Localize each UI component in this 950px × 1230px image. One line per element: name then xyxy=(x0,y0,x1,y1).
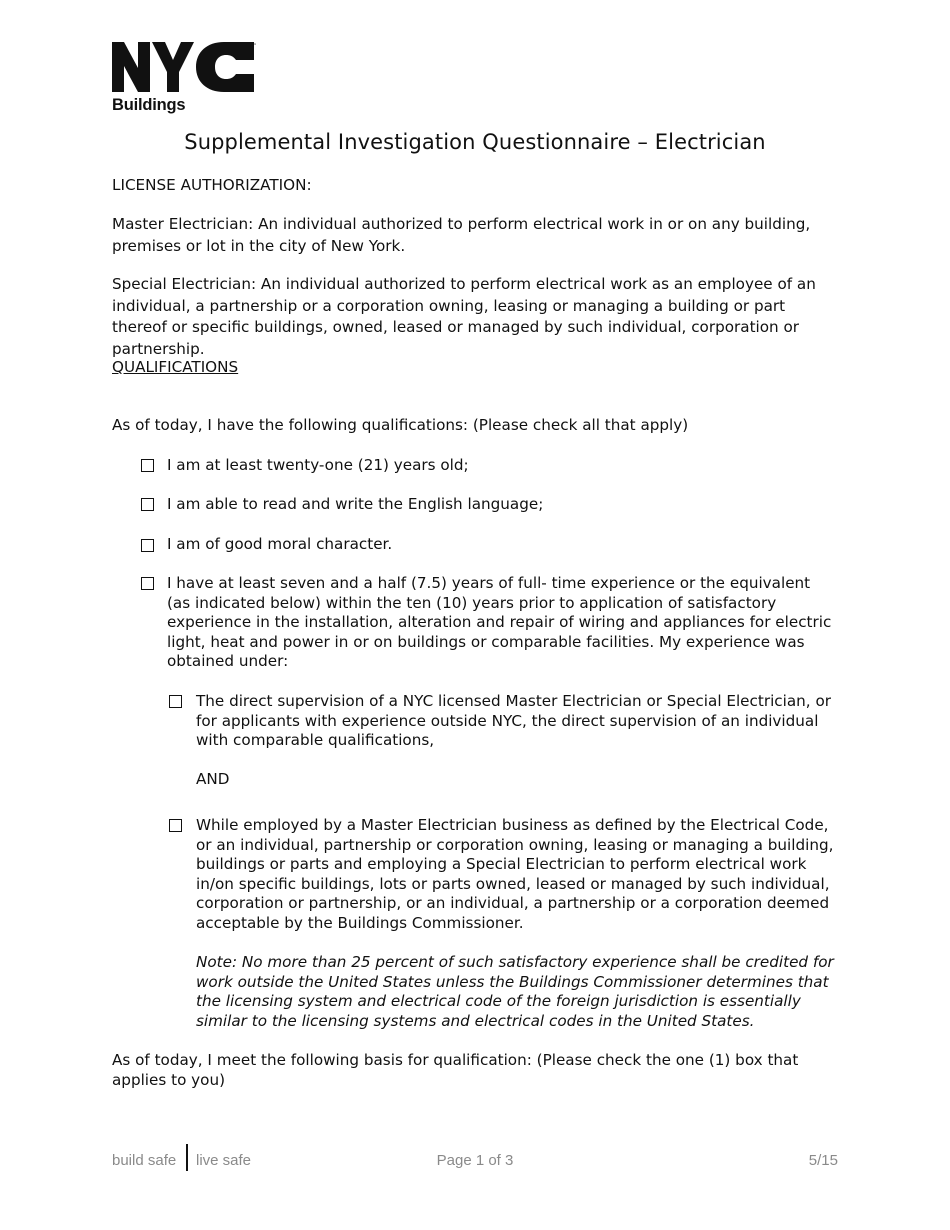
moral-character-checkbox[interactable] xyxy=(141,539,154,552)
page-title: Supplemental Investigation Questionnaire – Electrician xyxy=(184,130,766,154)
moral-character-checkbox-label: I am of good moral character. xyxy=(167,535,393,553)
and-label: AND xyxy=(196,770,230,788)
age-checkbox[interactable] xyxy=(141,459,154,472)
footer-revision-date: 5/15 xyxy=(808,1152,838,1169)
experience-note: Note: No more than 25 percent of such satisfactory experience shall be credited for work outside the United States unless the Buildings Commissioner determines that the licensing system and electrical code of the foreign jurisdiction is essentially similar to the licensing systems and electrical codes in the United States. xyxy=(196,953,834,1030)
supervision-checkbox[interactable] xyxy=(169,695,182,708)
footer-slogan-live-safe: live safe xyxy=(196,1152,252,1169)
english-checkbox[interactable] xyxy=(141,498,154,511)
english-checkbox-label: I am able to read and write the English language; xyxy=(167,495,544,513)
svg-text:™: ™ xyxy=(252,43,257,49)
special-electrician-definition: Special Electrician: An individual authorized to perform electrical work as an employee of an individual, a partnership or a corporation owning, leasing or managing a building or part thereof or specific buildings, owned, leased or managed by such individual, corporation or partnership. xyxy=(112,275,816,358)
nyc-buildings-logo xyxy=(112,40,258,118)
basis-intro: As of today, I meet the following basis for qualification: (Please check the one (1) box that applies to you) xyxy=(112,1051,799,1089)
experience-checkbox-label: I have at least seven and a half (7.5) years of full- time experience or the equivalent (as indicated below) within the ten (10) years prior to application of satisfactory experience in the installation, alteration and repair of wiring and appliances for electric light, heat and power in or on buildings or comparable facilities. My experience was obtained under: xyxy=(167,574,832,671)
employment-checkbox[interactable] xyxy=(169,819,182,832)
logo-subtitle: Buildings xyxy=(112,96,186,114)
age-checkbox-label: I am at least twenty-one (21) years old; xyxy=(167,456,469,474)
employment-checkbox-label: While employed by a Master Electrician business as defined by the Electrical Code, or an individual, partnership or corporation owning, leasing or managing a building, buildings or parts and employing a Special Electrician to perform electrical work in/on specific buildings, lots or parts owned, leased or managed by such individual, corporation or partnership, or an individual, a partnership or a corporation deemed acceptable by the Buildings Commissioner. xyxy=(196,816,834,932)
footer-page-number: Page 1 of 3 xyxy=(436,1152,514,1169)
license-authorization-heading: LICENSE AUTHORIZATION: xyxy=(112,176,312,194)
footer-slogan-build-safe: build safe xyxy=(112,1152,177,1169)
experience-checkbox[interactable] xyxy=(141,577,154,590)
nyc-logo-mark xyxy=(112,40,258,94)
supervision-checkbox-label: The direct supervision of a NYC licensed Master Electrician or Special Electrician, or for applicants with experience outside NYC, the direct supervision of an individual with comparable qualifications, xyxy=(196,692,831,750)
qualifications-heading: QUALIFICATIONS xyxy=(112,358,239,376)
master-electrician-definition: Master Electrician: An individual authorized to perform electrical work in or on any building, premises or lot in the city of New York. xyxy=(112,215,811,255)
qualifications-intro: As of today, I have the following qualifications: (Please check all that apply) xyxy=(112,416,689,434)
